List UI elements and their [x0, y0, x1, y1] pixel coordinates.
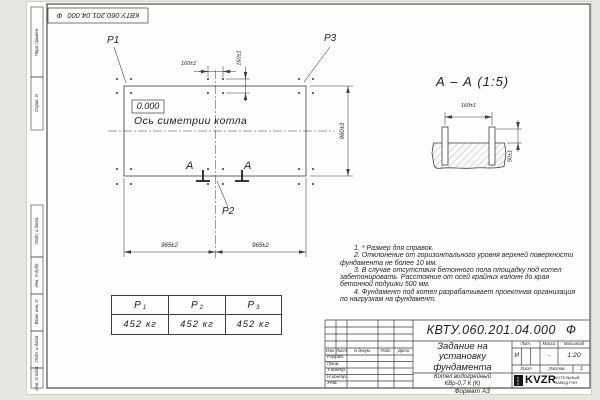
notes-block	[340, 245, 578, 303]
margin-label-inv-dubl: Инв. N дубл.	[33, 262, 39, 288]
tb-header-list: Лист	[336, 348, 347, 354]
company-name: КОТЕЛЬНЫЙ ЗАВОД РЭП	[555, 375, 580, 385]
tb-sheets-value: 1	[580, 365, 583, 372]
load-table-header-p3: P 3	[225, 296, 281, 315]
load-table-header-p2: P 2	[168, 296, 224, 315]
tb-row-nkontr: Н.контр.	[327, 374, 348, 380]
section-letter-left: А	[186, 160, 194, 172]
tb-lit-label: Лит.	[520, 341, 532, 347]
title-block-designation: КВТУ.060.201.04.000 Ф	[426, 323, 577, 338]
load-table-value-p2: 452 кг	[168, 315, 224, 334]
note-2: 2. Отклонение от горизонтального уровня верхней поверхности фундамента не более 10 мм.	[340, 252, 574, 267]
tb-header-ndok: N докум.	[354, 348, 371, 354]
designation-suffix: Ф	[56, 11, 63, 21]
load-point-p2-label: P2	[222, 206, 235, 217]
load-table	[111, 295, 282, 335]
mirrored-designation	[50, 9, 146, 22]
tb-header-data: Дата	[397, 348, 410, 354]
section-letter-right: А	[244, 160, 252, 172]
load-table-value-p1: 452 кг	[123, 319, 157, 330]
dim-160-vertical: 160±1	[236, 50, 243, 66]
dim-960-vertical: 960±3	[340, 122, 346, 140]
tb-doc-title: Задание на установку фундамента	[433, 341, 492, 373]
kvzr-logo-text: KVZR	[525, 374, 557, 386]
margin-label-sprav-n: Справ. N	[33, 94, 39, 112]
note-3: 3. В случае отсутствия бетонного пола площадку под котел забетонировать. Расстояние от осей крайних колонн до края бетонной подушки 500 мм.	[340, 266, 562, 289]
note-1: 1. * Размер для справок.	[354, 245, 434, 252]
tb-scale-label: Масштаб	[563, 341, 585, 347]
tb-header-podp: Подп.	[380, 348, 392, 354]
tb-product-name: Котел водогрейный КВр-0,7 К (К)	[433, 373, 492, 387]
margin-label-inv-podl: Инв. N подл.	[33, 365, 39, 391]
tb-lit-value: И	[514, 352, 520, 360]
tb-sheets-label: Листов	[548, 365, 565, 371]
tb-row-prov: Пров.	[327, 361, 340, 367]
section-view-title: А – А (1:5)	[436, 74, 510, 89]
format-label: Формат А3	[454, 388, 490, 396]
axis-of-symmetry-label: Ось симетрии котла	[134, 115, 248, 127]
dim-160-horizontal: 160±1	[181, 61, 197, 67]
tb-sheet-label: Лист	[520, 365, 532, 371]
load-point-p3-label: P3	[324, 33, 337, 44]
margin-label-podp-data-1: Подп. и дата	[33, 217, 39, 245]
tb-row-tkontr: Т.контр.	[327, 368, 347, 373]
dim-965-left: 965±2	[161, 243, 178, 249]
margin-label-perv-primen: Перв. примен.	[33, 27, 39, 57]
dim-965-right: 965±2	[252, 243, 269, 249]
designation-text: КВТУ.060.201.04.000	[67, 11, 140, 21]
tb-mass-value: -	[547, 352, 551, 360]
elevation-mark: 0.000	[136, 101, 160, 111]
load-table-value-p3: 452 кг	[225, 315, 281, 334]
dim-section-50: 50±1	[507, 149, 514, 163]
kvzr-logo-mark: ООО	[514, 375, 523, 386]
margin-label-vzam-inv: Взам. инв. N	[33, 299, 39, 325]
tb-row-utv: Утв.	[327, 381, 338, 386]
tb-scale-value: 1:20	[567, 352, 581, 360]
tb-row-razrab: Разраб.	[327, 355, 345, 360]
tb-mass-label: Масса	[542, 341, 556, 347]
note-4: 4. Фундамент под котел разрабатывает проектная организация по нагрузкам на фундамент.	[340, 288, 576, 304]
load-table-header-p1: P 1	[112, 296, 168, 315]
tb-header-izm: Изм.	[326, 348, 335, 354]
margin-label-podp-data-2: Подп. и дата	[33, 335, 39, 363]
dim-section-160: 160±1	[460, 103, 477, 110]
load-point-p1-label: P1	[107, 35, 120, 46]
